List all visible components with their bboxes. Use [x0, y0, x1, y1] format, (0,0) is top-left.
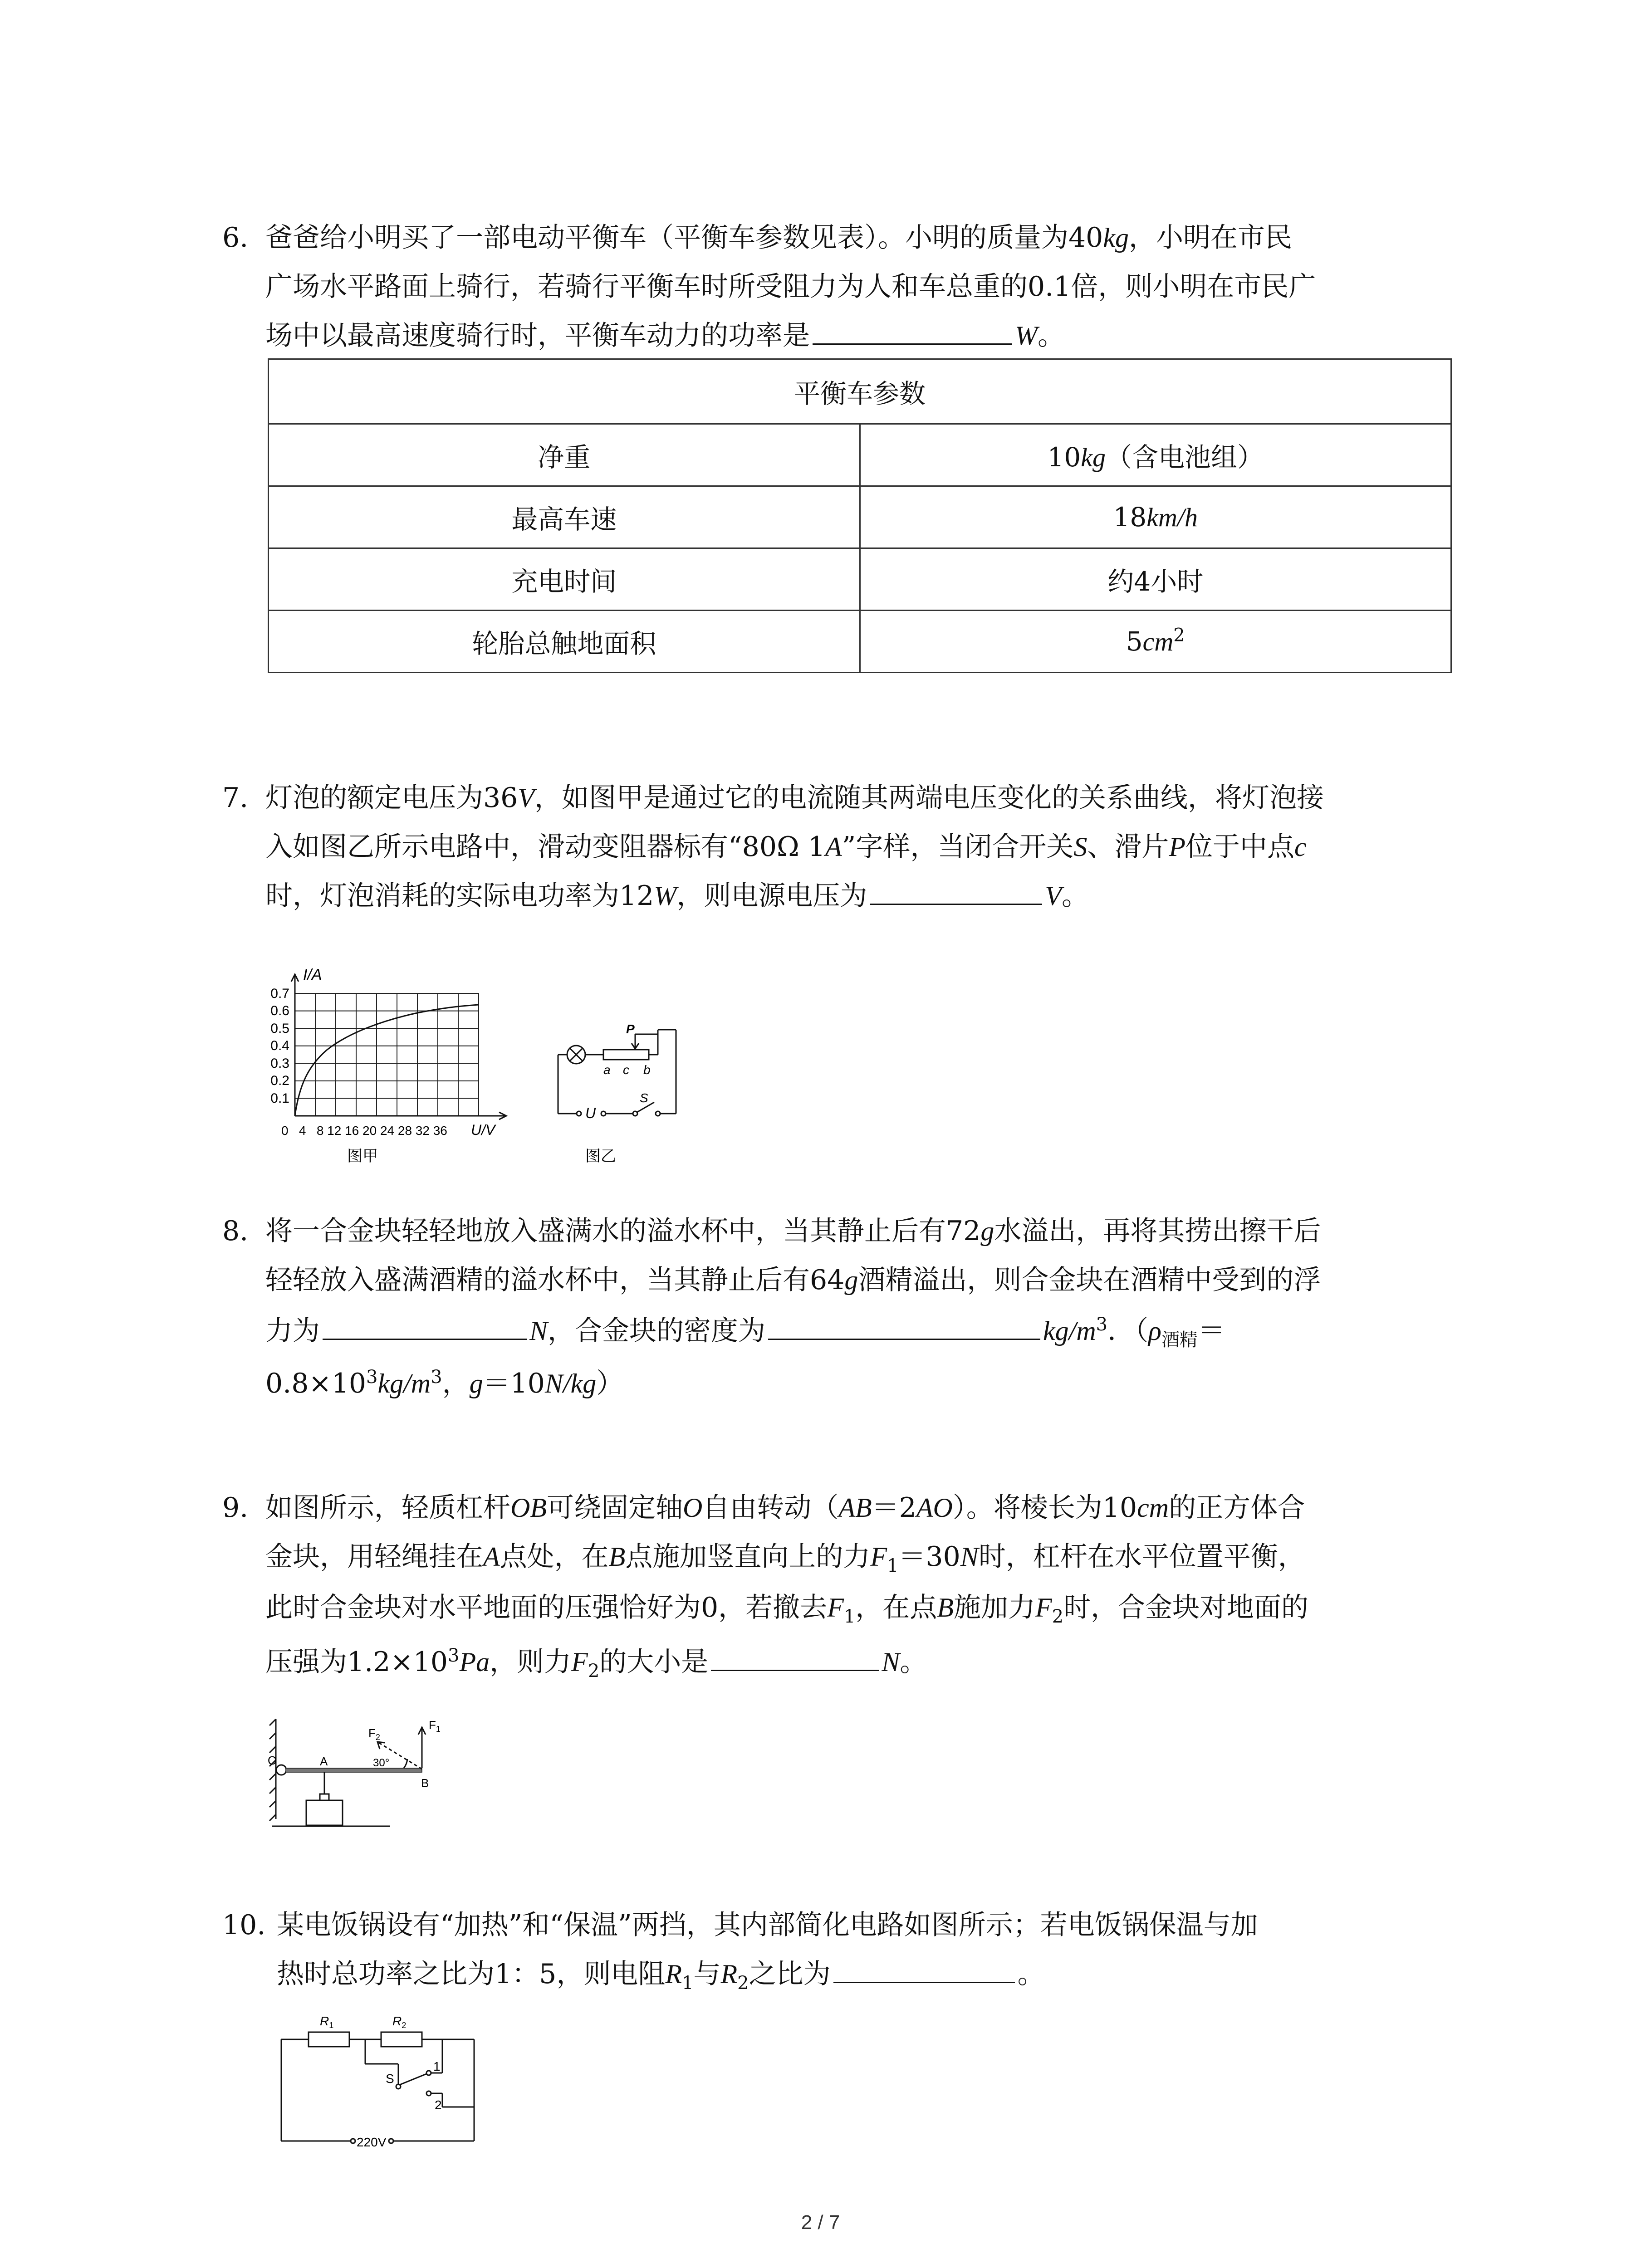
svg-text:F2: $F_2$ — [368, 1726, 380, 1742]
svg-text:F1: $F_1$ — [429, 1718, 441, 1734]
table-row: 充电时间 约4小时 — [269, 548, 1451, 611]
answer-blank[interactable] — [711, 1642, 879, 1671]
question-line: 金块，用轻绳挂在A点处，在B点施加竖直向上的力$F_1=30N$时，杠杆在水平位置平衡， — [265, 1541, 1305, 1576]
question-line: 压强为$1.2\times 10^3Pa$，则力$F_2$的大小是 N。 — [265, 1634, 1447, 1690]
question-line: 热时总功率之比为1：5，则电阻$R_1$与$R_2$之比为 。 — [277, 1950, 1447, 1999]
question-9 — [222, 1483, 1447, 1690]
question-number: 7. — [222, 782, 249, 814]
figure-circuit-b — [549, 1016, 699, 1175]
question-line: 场中以最高速度骑行时，平衡车动力的功率是 W。 — [265, 311, 1447, 360]
question-line: 此时合金块对水平地面的压强恰好为0，若撤去$F_1$，在点B施加力$F_2$时，合金块对地面的 — [265, 1592, 1309, 1627]
page-number: 2 / 7 — [801, 2211, 840, 2234]
question-line: 如图所示，轻质杠杆OB可绕固定轴O自由转动（AB＝2AO）。将棱长为10cm的正方体合 — [265, 1492, 1305, 1524]
question-line: $0.8\times 10^3kg/m^3$，g＝10N/kg） — [265, 1367, 624, 1399]
svg-text:2: 2 — [435, 2098, 442, 2112]
question-line: 灯泡的额定电压为36V，如图甲是通过它的电流随其两端电压变化的关系曲线，将灯泡接 — [265, 782, 1324, 814]
answer-blank[interactable] — [813, 316, 1012, 345]
svg-text:B: B — [421, 1776, 429, 1790]
svg-text:30°: 30° — [373, 1757, 390, 1769]
question-line: 时，灯泡消耗的实际电功率为12W，则电源电压为 V。 — [265, 871, 1447, 920]
figure-caption: 图甲 — [347, 1148, 378, 1165]
figure-caption: 图乙 — [585, 1148, 616, 1165]
svg-text:0.6: 0.6 — [270, 1003, 289, 1018]
question-7 — [222, 773, 1447, 920]
table-title: 平衡车参数 — [269, 359, 1451, 424]
question-line: 入如图乙所示电路中，滑动变阻器标有“80Ω 1A”字样，当闭合开关S、滑片P位于中点c — [265, 831, 1307, 863]
svg-text:0.2: 0.2 — [270, 1073, 289, 1088]
answer-blank[interactable] — [833, 1955, 1015, 1983]
figure-iu-curve — [268, 962, 522, 1175]
y-axis-label: I/A — [303, 966, 322, 983]
question-number: 9. — [222, 1492, 249, 1524]
svg-text:U: U — [585, 1105, 596, 1121]
svg-text:R2: $R_2$ — [392, 2014, 407, 2030]
question-line: 爸爸给小明买了一部电动平衡车（平衡车参数见表）。小明的质量为40kg，小明在市民 — [265, 222, 1292, 254]
question-number: 6. — [222, 222, 249, 254]
svg-text:0.1: 0.1 — [270, 1091, 289, 1106]
table-row: 最高车速 18km/h — [269, 486, 1451, 548]
x-axis-label: U/V — [471, 1122, 495, 1138]
question-8 — [222, 1207, 1447, 1410]
svg-text:220V: 220V — [357, 2135, 387, 2149]
svg-text:A: A — [320, 1755, 328, 1768]
svg-text:0.7: 0.7 — [270, 986, 289, 1001]
question-10 — [222, 1901, 1447, 1999]
x-axis-ticks: 0 4 8 12 16 20 24 28 32 36 — [281, 1124, 447, 1138]
svg-text:0.4: 0.4 — [270, 1038, 289, 1053]
question-line: 力为 N，合金块的密度为 $kg/m^3$．（$\rho_{酒精}=$ — [265, 1305, 1447, 1357]
svg-text:a: a — [603, 1063, 611, 1077]
answer-blank[interactable] — [870, 876, 1042, 905]
svg-text:0.3: 0.3 — [270, 1056, 289, 1071]
question-line: 轻轻放入盛满酒精的溢水杯中，当其静止后有64g酒精溢出，则合金块在酒精中受到的浮 — [265, 1264, 1321, 1296]
table-row: 轮胎总触地面积 $5cm^2$ — [269, 611, 1451, 673]
iu-curve — [295, 1005, 479, 1116]
question-line: 某电饭锅设有“加热”和“保温”两挡，其内部简化电路如图所示；若电饭锅保温与加 — [277, 1909, 1258, 1941]
svg-text:S: S — [640, 1091, 648, 1105]
svg-text:P: P — [626, 1022, 635, 1036]
figure-lever — [268, 1715, 458, 1860]
svg-text:R1: $R_1$ — [320, 2014, 334, 2030]
svg-text:0.5: 0.5 — [270, 1021, 289, 1036]
figure-rice-cooker-circuit — [272, 2005, 490, 2155]
question-number: 10. — [222, 1909, 266, 1941]
answer-blank[interactable] — [768, 1311, 1040, 1340]
question-number: 8. — [222, 1215, 249, 1247]
question-6 — [222, 213, 1447, 360]
question-line: 将一合金块轻轻地放入盛满水的溢水杯中，当其静止后有72g水溢出，再将其捞出擦干后 — [265, 1215, 1321, 1247]
svg-text:b: b — [643, 1063, 651, 1077]
answer-blank[interactable] — [323, 1311, 527, 1340]
question-line: 广场水平路面上骑行，若骑行平衡车时所受阻力为人和车总重的0.1倍，则小明在市民广 — [265, 271, 1316, 303]
svg-text:O: O — [268, 1754, 277, 1767]
svg-text:c: c — [623, 1063, 629, 1077]
svg-text:S: S — [386, 2072, 394, 2086]
balance-car-params-table — [268, 358, 1452, 673]
table-row: 净重 10kg（含电池组） — [269, 424, 1451, 486]
svg-text:1: 1 — [433, 2059, 441, 2073]
